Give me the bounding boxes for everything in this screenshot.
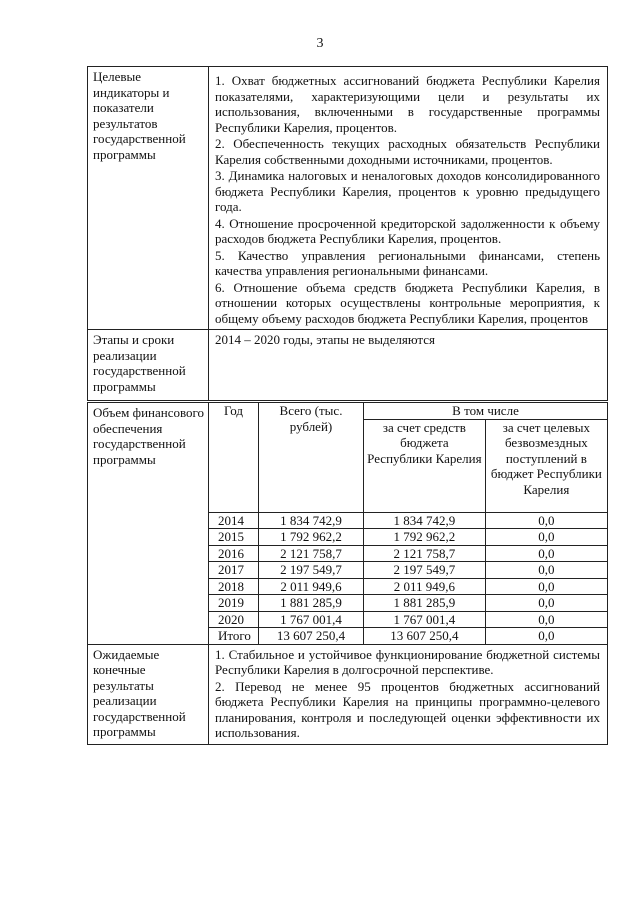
program-passport-table bbox=[87, 66, 608, 745]
grants-cell: 0,0 bbox=[485, 529, 607, 546]
budget-cell: 2 011 949,6 bbox=[364, 578, 486, 595]
year-cell: Итого bbox=[209, 628, 259, 644]
total-header: Всего (тыс. рублей) bbox=[259, 403, 364, 512]
indicator-item: 1. Охват бюджетных ассигнований бюджета Республики Карелия показателями, характеризующими цели и результаты их использования, включенными в государственные программы Республики Карелия, процентов. bbox=[215, 73, 600, 135]
financing-content bbox=[209, 402, 608, 645]
total-cell: 2 011 949,6 bbox=[259, 578, 364, 595]
results-label: Ожидаемые конечные результаты реализации государственной программы bbox=[88, 644, 209, 744]
financing-label: Объем финансового обеспечения государственной программы bbox=[88, 402, 209, 645]
year-cell: 2014 bbox=[209, 512, 259, 529]
results-content bbox=[209, 644, 608, 744]
indicators-label: Целевые индикаторы и показатели результатов государственной программы bbox=[88, 67, 209, 330]
year-cell: 2016 bbox=[209, 545, 259, 562]
table-row bbox=[209, 562, 607, 579]
year-header: Год bbox=[209, 403, 259, 512]
budget-cell: 2 197 549,7 bbox=[364, 562, 486, 579]
total-cell: 2 197 549,7 bbox=[259, 562, 364, 579]
budget-header: за счет средств бюджета Республики Карелия bbox=[364, 419, 486, 512]
total-cell: 13 607 250,4 bbox=[259, 628, 364, 644]
results-row bbox=[88, 644, 608, 744]
indicator-item: 6. Отношение объема средств бюджета Республики Карелия, в отношении которых осуществлены контрольные мероприятия, к общему объему расходов бюджета Республики Карелия, процентов bbox=[215, 279, 600, 326]
grants-cell: 0,0 bbox=[485, 545, 607, 562]
total-cell: 2 121 758,7 bbox=[259, 545, 364, 562]
stages-row bbox=[88, 330, 608, 402]
grants-cell: 0,0 bbox=[485, 628, 607, 644]
budget-cell: 2 121 758,7 bbox=[364, 545, 486, 562]
financing-table bbox=[209, 403, 607, 644]
budget-cell: 13 607 250,4 bbox=[364, 628, 486, 644]
indicators-row bbox=[88, 67, 608, 330]
budget-cell: 1 767 001,4 bbox=[364, 611, 486, 628]
financing-header-row bbox=[209, 403, 607, 419]
indicator-item: 2. Обеспеченность текущих расходных обязательств Республики Карелия собственными доходными источниками, процентов. bbox=[215, 136, 600, 167]
grants-cell: 0,0 bbox=[485, 595, 607, 612]
stages-label: Этапы и сроки реализации государственной программы bbox=[88, 330, 209, 402]
total-row bbox=[209, 628, 607, 644]
grants-header: за счет целевых безвозмездных поступлений в бюджет Республики Карелия bbox=[485, 419, 607, 512]
total-cell: 1 881 285,9 bbox=[259, 595, 364, 612]
budget-cell: 1 834 742,9 bbox=[364, 512, 486, 529]
total-cell: 1 767 001,4 bbox=[259, 611, 364, 628]
grants-cell: 0,0 bbox=[485, 611, 607, 628]
year-cell: 2019 bbox=[209, 595, 259, 612]
table-row bbox=[209, 611, 607, 628]
stages-content: 2014 – 2020 годы, этапы не выделяются bbox=[209, 330, 608, 402]
year-cell: 2018 bbox=[209, 578, 259, 595]
grants-cell: 0,0 bbox=[485, 512, 607, 529]
budget-cell: 1 792 962,2 bbox=[364, 529, 486, 546]
year-cell: 2015 bbox=[209, 529, 259, 546]
indicator-item: 4. Отношение просроченной кредиторской задолженности к объему расходов бюджета Республики Карелия, процентов. bbox=[215, 215, 600, 246]
indicator-item: 3. Динамика налоговых и неналоговых доходов консолидированного бюджета Республики Карелия, процентов к уровню предыдущего года. bbox=[215, 168, 600, 214]
table-row bbox=[209, 578, 607, 595]
table-row bbox=[209, 529, 607, 546]
result-item: 2. Перевод не менее 95 процентов бюджетных ассигнований бюджета Республики Карелия на принципы программно-целевого планирования, контроля и последующей оценки эффективности их использования. bbox=[215, 678, 600, 740]
year-cell: 2020 bbox=[209, 611, 259, 628]
year-cell: 2017 bbox=[209, 562, 259, 579]
grants-cell: 0,0 bbox=[485, 562, 607, 579]
table-row bbox=[209, 595, 607, 612]
grants-cell: 0,0 bbox=[485, 578, 607, 595]
result-item: 1. Стабильное и устойчивое функционирование бюджетной системы Республики Карелия в долгосрочной перспективе. bbox=[215, 646, 600, 677]
total-cell: 1 834 742,9 bbox=[259, 512, 364, 529]
table-row bbox=[209, 545, 607, 562]
indicator-item: 5. Качество управления региональными финансами, степень качества управления региональными финансами. bbox=[215, 247, 600, 278]
page-number: 3 bbox=[316, 36, 324, 51]
including-header: В том числе bbox=[364, 403, 608, 419]
total-cell: 1 792 962,2 bbox=[259, 529, 364, 546]
indicators-content bbox=[209, 67, 608, 330]
table-row bbox=[209, 512, 607, 529]
budget-cell: 1 881 285,9 bbox=[364, 595, 486, 612]
financing-row bbox=[88, 402, 608, 645]
